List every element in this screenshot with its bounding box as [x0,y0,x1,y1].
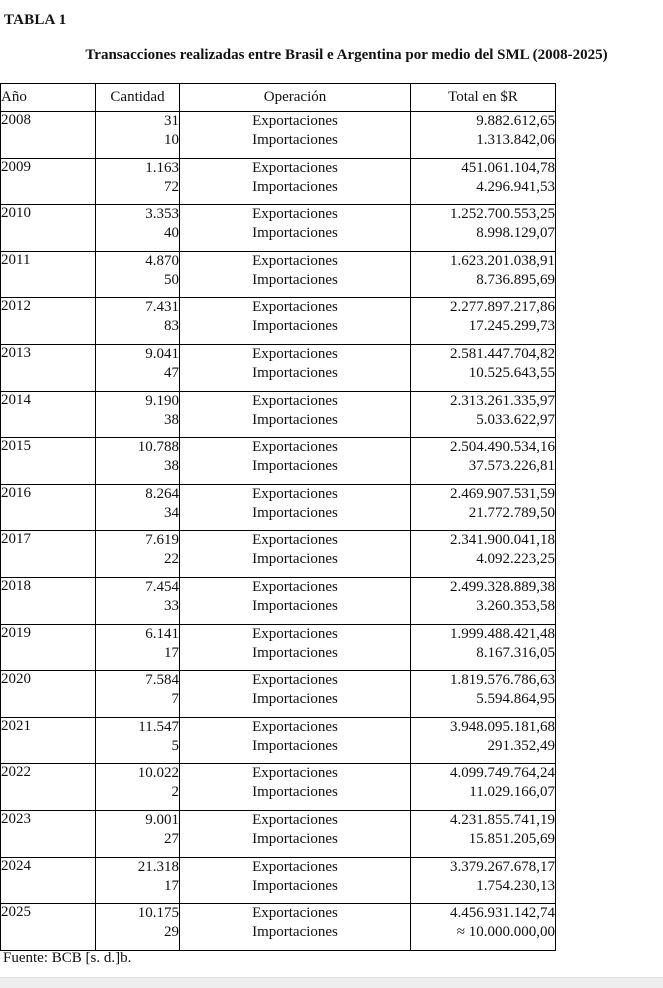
total-exports: 451.061.104,78 [461,159,555,176]
operation-imports: Importaciones [252,784,338,801]
quantity-imports: 17 [164,877,179,894]
operation-cell [180,717,411,764]
quantity-exports: 11.547 [138,718,179,735]
quantity-imports: 22 [164,551,179,568]
quantity-cell [96,484,180,531]
table-row [1,158,556,205]
quantity-imports: 29 [164,924,179,941]
year-cell: 2018 [1,577,96,624]
total-imports: ≈ 10.000.000,00 [456,924,555,941]
total-exports: 2.469.907.531,59 [450,485,555,502]
header-year: Año [1,84,96,112]
table-row [1,112,556,159]
operation-cell [180,112,411,159]
year-cell: 2014 [1,391,96,438]
quantity-imports: 38 [164,458,179,475]
quantity-cell [96,624,180,671]
year-cell: 2008 [1,112,96,159]
year-cell: 2016 [1,484,96,531]
total-exports: 4.231.855.741,19 [450,811,555,828]
operation-cell [180,438,411,485]
table-row [1,531,556,578]
total-cell [411,205,556,252]
table-row [1,764,556,811]
total-cell [411,391,556,438]
year-cell: 2021 [1,717,96,764]
quantity-exports: 9.041 [145,345,179,362]
total-cell [411,298,556,345]
quantity-cell [96,717,180,764]
operation-exports: Exportaciones [252,439,338,456]
year-cell: 2015 [1,438,96,485]
table-row [1,577,556,624]
quantity-cell [96,391,180,438]
total-exports: 4.456.931.142,74 [450,905,555,922]
table-row [1,205,556,252]
operation-exports: Exportaciones [252,485,338,502]
operation-cell [180,531,411,578]
quantity-imports: 27 [164,830,179,847]
quantity-cell [96,810,180,857]
total-cell [411,624,556,671]
operation-exports: Exportaciones [252,905,338,922]
operation-imports: Importaciones [252,877,338,894]
table-row [1,298,556,345]
operation-exports: Exportaciones [252,252,338,269]
total-cell [411,577,556,624]
operation-cell [180,205,411,252]
quantity-cell [96,344,180,391]
table-header-row [1,84,556,112]
table-row [1,717,556,764]
quantity-cell [96,904,180,951]
source-note: Fuente: BCB [s. d.]b. [3,950,132,966]
operation-exports: Exportaciones [252,113,338,129]
operation-cell [180,298,411,345]
quantity-exports: 9.190 [145,392,179,409]
quantity-imports: 7 [171,691,179,708]
quantity-exports: 7.619 [145,532,179,549]
quantity-exports: 7.431 [145,299,179,316]
total-imports: 8.998.129,07 [476,225,555,242]
table-label: TABLA 1 [4,12,67,28]
operation-cell [180,391,411,438]
total-imports: 1.754.230,13 [476,877,555,894]
page-bottom-strip [0,977,663,988]
quantity-cell [96,531,180,578]
quantity-exports: 31 [164,113,179,129]
total-exports: 9.882.612,65 [476,113,555,129]
total-imports: 8.167.316,05 [476,644,555,661]
operation-imports: Importaciones [252,225,338,242]
quantity-cell [96,577,180,624]
year-cell: 2019 [1,624,96,671]
total-exports: 3.379.267.678,17 [450,858,555,875]
quantity-imports: 38 [164,411,179,428]
total-exports: 2.504.490.534,16 [450,439,555,456]
operation-exports: Exportaciones [252,159,338,176]
total-exports: 2.499.328.889,38 [450,578,555,595]
total-cell [411,484,556,531]
total-cell [411,810,556,857]
total-exports: 3.948.095.181,68 [450,718,555,735]
total-cell [411,438,556,485]
quantity-cell [96,205,180,252]
year-cell: 2017 [1,531,96,578]
table-row [1,484,556,531]
year-cell: 2009 [1,158,96,205]
header-operation: Operación [180,84,411,112]
total-imports: 1.313.842,06 [476,132,555,148]
total-cell [411,717,556,764]
total-exports: 2.341.900.041,18 [450,532,555,549]
total-cell [411,251,556,298]
operation-imports: Importaciones [252,644,338,661]
quantity-exports: 9.001 [145,811,179,828]
operation-cell [180,484,411,531]
total-cell [411,671,556,718]
operation-imports: Importaciones [252,691,338,708]
table-row [1,391,556,438]
operation-imports: Importaciones [252,178,338,195]
operation-imports: Importaciones [252,364,338,381]
operation-cell [180,764,411,811]
year-cell: 2010 [1,205,96,252]
operation-imports: Importaciones [252,737,338,754]
total-exports: 1.623.201.038,91 [450,252,555,269]
total-cell [411,764,556,811]
total-imports: 5.594.864,95 [476,691,555,708]
total-cell [411,857,556,904]
total-imports: 4.092.223,25 [476,551,555,568]
table-row [1,438,556,485]
year-cell: 2020 [1,671,96,718]
operation-imports: Importaciones [252,132,338,148]
quantity-cell [96,298,180,345]
operation-imports: Importaciones [252,551,338,568]
quantity-imports: 10 [164,132,179,148]
total-exports: 1.819.576.786,63 [450,672,555,689]
operation-cell [180,158,411,205]
operation-imports: Importaciones [252,830,338,847]
operation-imports: Importaciones [252,458,338,475]
quantity-exports: 7.584 [145,672,179,689]
quantity-exports: 10.022 [137,765,179,782]
header-quantity: Cantidad [96,84,180,112]
operation-exports: Exportaciones [252,811,338,828]
operation-imports: Importaciones [252,318,338,335]
total-exports: 1.999.488.421,48 [450,625,555,642]
operation-exports: Exportaciones [252,532,338,549]
year-cell: 2025 [1,904,96,951]
total-exports: 4.099.749.764,24 [450,765,555,782]
quantity-imports: 2 [171,784,179,801]
operation-cell [180,344,411,391]
quantity-imports: 5 [171,737,179,754]
quantity-cell [96,158,180,205]
total-imports: 5.033.622,97 [476,411,555,428]
operation-exports: Exportaciones [252,206,338,223]
total-exports: 2.277.897.217,86 [450,299,555,316]
operation-imports: Importaciones [252,271,338,288]
operation-imports: Importaciones [252,597,338,614]
operation-exports: Exportaciones [252,765,338,782]
transactions-table [0,83,556,951]
operation-exports: Exportaciones [252,392,338,409]
table-row [1,810,556,857]
year-cell: 2013 [1,344,96,391]
year-cell: 2022 [1,764,96,811]
quantity-cell [96,112,180,159]
total-imports: 3.260.353,58 [476,597,555,614]
quantity-exports: 7.454 [145,578,179,595]
total-exports: 2.313.261.335,97 [450,392,555,409]
operation-exports: Exportaciones [252,672,338,689]
quantity-cell [96,764,180,811]
quantity-cell [96,857,180,904]
operation-cell [180,810,411,857]
quantity-imports: 72 [164,178,179,195]
operation-imports: Importaciones [252,504,338,521]
quantity-exports: 8.264 [145,485,179,502]
operation-exports: Exportaciones [252,578,338,595]
year-cell: 2024 [1,857,96,904]
quantity-cell [96,671,180,718]
year-cell: 2023 [1,810,96,857]
operation-exports: Exportaciones [252,625,338,642]
quantity-exports: 10.788 [137,439,179,456]
total-imports: 15.851.205,69 [468,830,555,847]
quantity-cell [96,251,180,298]
year-cell: 2012 [1,298,96,345]
operation-cell [180,624,411,671]
table-row [1,857,556,904]
total-cell [411,112,556,159]
table-row [1,251,556,298]
operation-imports: Importaciones [252,924,338,941]
operation-cell [180,904,411,951]
total-cell [411,158,556,205]
total-imports: 291.352,49 [487,737,555,754]
quantity-imports: 40 [164,225,179,242]
table-row [1,344,556,391]
table-row [1,904,556,951]
operation-imports: Importaciones [252,411,338,428]
operation-exports: Exportaciones [252,858,338,875]
total-imports: 4.296.941,53 [476,178,555,195]
table-row [1,671,556,718]
operation-cell [180,857,411,904]
header-total: Total en $R [411,84,556,112]
operation-cell [180,577,411,624]
year-cell: 2011 [1,251,96,298]
operation-exports: Exportaciones [252,299,338,316]
quantity-imports: 50 [164,271,179,288]
table-row [1,624,556,671]
total-exports: 2.581.447.704,82 [450,345,555,362]
total-imports: 17.245.299,73 [468,318,555,335]
total-imports: 8.736.895,69 [476,271,555,288]
table-body [1,112,556,951]
total-imports: 21.772.789,50 [468,504,555,521]
quantity-exports: 1.163 [145,159,179,176]
operation-exports: Exportaciones [252,345,338,362]
quantity-imports: 83 [164,318,179,335]
quantity-exports: 4.870 [145,252,179,269]
total-cell [411,904,556,951]
quantity-exports: 6.141 [145,625,179,642]
total-cell [411,344,556,391]
quantity-exports: 21.318 [137,858,179,875]
quantity-exports: 3.353 [145,206,179,223]
total-imports: 10.525.643,55 [468,364,555,381]
total-exports: 1.252.700.553,25 [450,206,555,223]
table-title: Transacciones realizadas entre Brasil e Argentina por medio del SML (2008-2025) [85,47,608,63]
quantity-imports: 33 [164,597,179,614]
quantity-exports: 10.175 [137,905,179,922]
total-cell [411,531,556,578]
quantity-imports: 47 [164,364,179,381]
total-imports: 37.573.226,81 [468,458,555,475]
total-imports: 11.029.166,07 [469,784,555,801]
operation-cell [180,671,411,718]
operation-exports: Exportaciones [252,718,338,735]
operation-cell [180,251,411,298]
quantity-cell [96,438,180,485]
quantity-imports: 17 [164,644,179,661]
quantity-imports: 34 [164,504,179,521]
